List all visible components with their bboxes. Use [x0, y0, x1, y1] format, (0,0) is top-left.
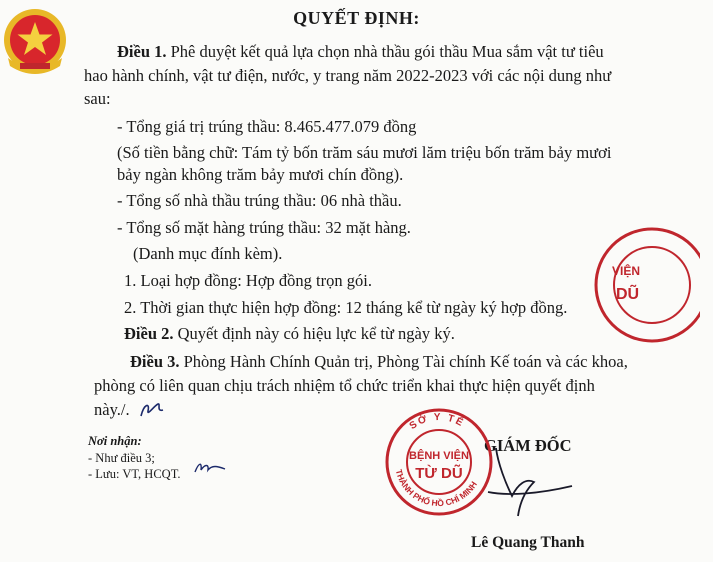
- article-3-text: Phòng Hành Chính Quản trị, Phòng Tài chính Kế toán và các khoa,: [183, 352, 628, 371]
- article-3-label: Điều 3.: [130, 352, 180, 371]
- svg-text:VIỆN: VIỆN: [612, 264, 641, 278]
- side-seal-stamp-icon: [590, 223, 700, 343]
- article-2-text: Quyết định này có hiệu lực kể từ ngày ký.: [177, 324, 455, 343]
- amount-in-words-line-1: (Số tiền bằng chữ: Tám tỷ bốn trăm sáu mươi lăm triệu bốn trăm bảy mươi: [117, 143, 612, 162]
- seal-center-line-1: BỆNH VIỆN: [409, 450, 469, 462]
- seal-center-line-2: TỪ DŨ: [415, 465, 463, 482]
- recipients-heading: Nơi nhận:: [88, 434, 142, 448]
- article-2-label: Điều 2.: [124, 324, 174, 343]
- decision-title: QUYẾT ĐỊNH:: [293, 8, 420, 28]
- article-3-line-2: phòng có liên quan chịu trách nhiệm tổ chức triển khai thực hiện quyết định: [94, 376, 595, 395]
- article-1-label: Điều 1.: [117, 42, 167, 61]
- clerk-initial-icon: [193, 458, 227, 476]
- attached-list-note: (Danh mục đính kèm).: [133, 244, 283, 263]
- signer-position: GIÁM ĐỐC: [484, 436, 572, 455]
- initial-signature-icon: [138, 398, 166, 420]
- svg-text:DŨ: DŨ: [616, 286, 640, 303]
- contractor-count-line: - Tổng số nhà thầu trúng thầu: 06 nhà thầu.: [117, 191, 402, 210]
- signer-name: Lê Quang Thanh: [471, 534, 585, 551]
- recipient-item-1: - Như điều 3;: [88, 451, 155, 465]
- seal-ring-top: SỞ Y TẾ: [407, 411, 467, 432]
- amount-in-words-line-2: bảy ngàn không trăm bảy mươi chín đồng).: [117, 165, 404, 184]
- article-1-text: Phê duyệt kết quả lựa chọn nhà thầu gói thầu Mua sắm vật tư tiêu: [170, 42, 604, 61]
- article-1-line-2: hao hành chính, vật tư điện, nước, y trang năm 2022-2023 với các nội dung như: [84, 66, 612, 85]
- recipient-item-2: - Lưu: VT, HCQT.: [88, 467, 181, 481]
- article-3-line-1: [130, 352, 628, 372]
- article-1-line-1: [117, 42, 604, 62]
- contract-duration-line: 2. Thời gian thực hiện hợp đồng: 12 tháng kể từ ngày ký hợp đồng.: [124, 298, 568, 317]
- seal-ring-bottom: THÀNH PHỐ HỒ CHÍ MINH: [393, 468, 479, 509]
- total-value-line: - Tổng giá trị trúng thầu: 8.465.477.079 đồng: [117, 117, 417, 136]
- article-3-line-3: này./.: [94, 400, 130, 419]
- hospital-seal-stamp: [383, 398, 495, 526]
- contract-type-line: 1. Loại hợp đồng: Hợp đồng trọn gói.: [124, 271, 372, 290]
- article-2-line: [124, 324, 455, 344]
- article-1-line-3: sau:: [84, 89, 111, 108]
- goods-count-line: - Tổng số mặt hàng trúng thầu: 32 mặt hàng.: [117, 218, 411, 237]
